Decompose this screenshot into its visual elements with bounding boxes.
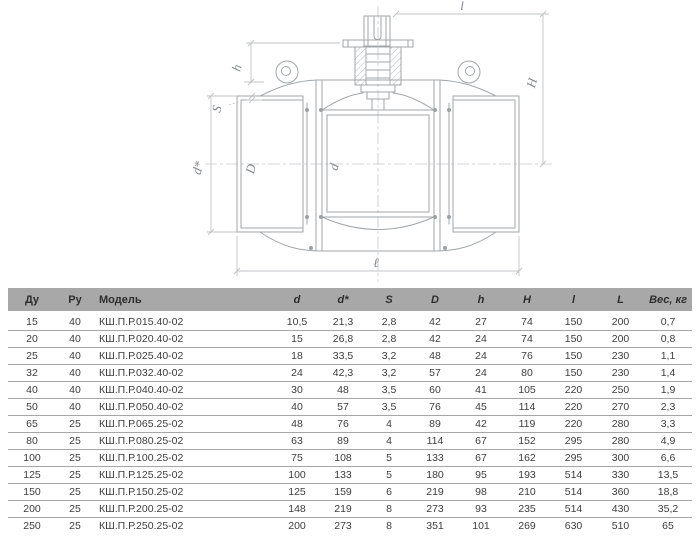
value-cell: 4,9	[644, 433, 692, 450]
model-cell: КШ.П.Р.250.25-02	[94, 518, 274, 535]
value-cell: 119	[504, 416, 550, 433]
value-cell: 148	[274, 501, 320, 518]
value-cell: 67	[458, 433, 504, 450]
value-cell: 3,5	[366, 382, 412, 399]
col-header-1: Ду	[8, 288, 56, 313]
model-cell: КШ.П.Р.150.25-02	[94, 484, 274, 501]
value-cell: 25	[56, 501, 94, 518]
value-cell: 48	[320, 382, 366, 399]
value-cell: 25	[8, 348, 56, 365]
table-row	[8, 484, 692, 501]
table-row	[8, 365, 692, 382]
table-row	[8, 348, 692, 365]
value-cell: 35,2	[644, 501, 692, 518]
value-cell: 159	[320, 484, 366, 501]
col-header-12: Вес, кг	[644, 288, 692, 313]
dim-label-H: H	[523, 76, 541, 90]
value-cell: 80	[504, 365, 550, 382]
value-cell: 74	[504, 331, 550, 348]
value-cell: 24	[458, 348, 504, 365]
value-cell: 200	[597, 313, 644, 331]
value-cell: 48	[274, 416, 320, 433]
value-cell: 295	[550, 450, 597, 467]
value-cell: 1,1	[644, 348, 692, 365]
model-cell: КШ.П.Р.032.40-02	[94, 365, 274, 382]
value-cell: 57	[320, 399, 366, 416]
value-cell: 273	[412, 501, 458, 518]
model-cell: КШ.П.Р.040.40-02	[94, 382, 274, 399]
value-cell: 220	[550, 416, 597, 433]
col-header-9: H	[504, 288, 550, 313]
value-cell: 76	[412, 399, 458, 416]
value-cell: 162	[504, 450, 550, 467]
value-cell: 150	[550, 331, 597, 348]
value-cell: 21,3	[320, 313, 366, 331]
value-cell: 1,4	[644, 365, 692, 382]
value-cell: 40	[56, 382, 94, 399]
value-cell: 0,7	[644, 313, 692, 331]
value-cell: 108	[320, 450, 366, 467]
value-cell: 24	[458, 331, 504, 348]
model-cell: КШ.П.Р.065.25-02	[94, 416, 274, 433]
value-cell: 15	[274, 331, 320, 348]
value-cell: 114	[412, 433, 458, 450]
header-row	[8, 288, 692, 313]
model-cell: КШ.П.Р.080.25-02	[94, 433, 274, 450]
value-cell: 330	[597, 467, 644, 484]
lifting-eye-right	[458, 61, 480, 83]
table-row	[8, 416, 692, 433]
value-cell: 100	[8, 450, 56, 467]
value-cell: 40	[56, 331, 94, 348]
value-cell: 295	[550, 433, 597, 450]
col-header-3: Модель	[94, 288, 274, 313]
value-cell: 80	[8, 433, 56, 450]
col-header-2: Ру	[56, 288, 94, 313]
value-cell: 193	[504, 467, 550, 484]
value-cell: 42	[412, 331, 458, 348]
lifting-eye-left	[276, 61, 298, 83]
value-cell: 25	[56, 484, 94, 501]
value-cell: 514	[550, 467, 597, 484]
table-body	[8, 313, 692, 535]
value-cell: 150	[550, 313, 597, 331]
value-cell: 24	[274, 365, 320, 382]
dimension-lines	[189, 0, 549, 276]
value-cell: 2,8	[366, 331, 412, 348]
value-cell: 114	[504, 399, 550, 416]
value-cell: 280	[597, 433, 644, 450]
value-cell: 219	[412, 484, 458, 501]
value-cell: 180	[412, 467, 458, 484]
value-cell: 25	[56, 518, 94, 535]
table-row	[8, 382, 692, 399]
col-header-8: h	[458, 288, 504, 313]
col-header-11: L	[597, 288, 644, 313]
model-cell: КШ.П.Р.100.25-02	[94, 450, 274, 467]
value-cell: 269	[504, 518, 550, 535]
value-cell: 74	[504, 313, 550, 331]
dim-label-l: l	[460, 0, 464, 13]
value-cell: 76	[320, 416, 366, 433]
dim-label-D: D	[242, 162, 260, 176]
value-cell: 13,5	[644, 467, 692, 484]
dim-label-d: d	[325, 161, 342, 172]
value-cell: 42,3	[320, 365, 366, 382]
value-cell: 15	[8, 313, 56, 331]
model-cell: КШ.П.Р.025.40-02	[94, 348, 274, 365]
model-cell: КШ.П.Р.050.40-02	[94, 399, 274, 416]
value-cell: 32	[8, 365, 56, 382]
col-header-10: l	[550, 288, 597, 313]
value-cell: 230	[597, 348, 644, 365]
value-cell: 6	[366, 484, 412, 501]
value-cell: 270	[597, 399, 644, 416]
value-cell: 220	[550, 382, 597, 399]
value-cell: 133	[412, 450, 458, 467]
value-cell: 24	[458, 365, 504, 382]
value-cell: 351	[412, 518, 458, 535]
value-cell: 63	[274, 433, 320, 450]
value-cell: 95	[458, 467, 504, 484]
value-cell: 10,5	[274, 313, 320, 331]
value-cell: 40	[56, 348, 94, 365]
value-cell: 2,3	[644, 399, 692, 416]
value-cell: 42	[458, 416, 504, 433]
value-cell: 125	[274, 484, 320, 501]
value-cell: 273	[320, 518, 366, 535]
value-cell: 41	[458, 382, 504, 399]
value-cell: 18	[274, 348, 320, 365]
value-cell: 40	[274, 399, 320, 416]
value-cell: 33,5	[320, 348, 366, 365]
value-cell: 1,9	[644, 382, 692, 399]
value-cell: 514	[550, 501, 597, 518]
value-cell: 4	[366, 416, 412, 433]
model-cell: КШ.П.Р.125.25-02	[94, 467, 274, 484]
value-cell: 8	[366, 518, 412, 535]
value-cell: 40	[8, 382, 56, 399]
value-cell: 65	[8, 416, 56, 433]
value-cell: 30	[274, 382, 320, 399]
value-cell: 2,8	[366, 313, 412, 331]
value-cell: 89	[412, 416, 458, 433]
value-cell: 630	[550, 518, 597, 535]
value-cell: 3,2	[366, 348, 412, 365]
value-cell: 3,3	[644, 416, 692, 433]
value-cell: 27	[458, 313, 504, 331]
dim-label-d-star: d*	[188, 159, 207, 177]
dim-label-S: S	[208, 103, 225, 114]
value-cell: 40	[56, 365, 94, 382]
value-cell: 200	[274, 518, 320, 535]
value-cell: 360	[597, 484, 644, 501]
col-header-4: d	[274, 288, 320, 313]
value-cell: 98	[458, 484, 504, 501]
value-cell: 75	[274, 450, 320, 467]
value-cell: 510	[597, 518, 644, 535]
table-row	[8, 313, 692, 331]
table-row	[8, 399, 692, 416]
value-cell: 125	[8, 467, 56, 484]
table-row	[8, 331, 692, 348]
value-cell: 48	[412, 348, 458, 365]
value-cell: 4	[366, 433, 412, 450]
value-cell: 40	[56, 313, 94, 331]
table-header	[8, 288, 692, 313]
value-cell: 101	[458, 518, 504, 535]
value-cell: 20	[8, 331, 56, 348]
value-cell: 25	[56, 416, 94, 433]
value-cell: 230	[597, 365, 644, 382]
table-row	[8, 518, 692, 535]
table-row	[8, 433, 692, 450]
value-cell: 18,8	[644, 484, 692, 501]
table-row	[8, 450, 692, 467]
col-header-6: S	[366, 288, 412, 313]
value-cell: 150	[550, 348, 597, 365]
col-header-5: d*	[320, 288, 366, 313]
value-cell: 3,5	[366, 399, 412, 416]
value-cell: 430	[597, 501, 644, 518]
value-cell: 25	[56, 467, 94, 484]
value-cell: 6,6	[644, 450, 692, 467]
value-cell: 5	[366, 450, 412, 467]
value-cell: 3,2	[366, 365, 412, 382]
value-cell: 150	[550, 365, 597, 382]
value-cell: 220	[550, 399, 597, 416]
model-cell: КШ.П.Р.020.40-02	[94, 331, 274, 348]
value-cell: 105	[504, 382, 550, 399]
table-row	[8, 467, 692, 484]
value-cell: 0,8	[644, 331, 692, 348]
value-cell: 200	[597, 331, 644, 348]
value-cell: 150	[8, 484, 56, 501]
value-cell: 300	[597, 450, 644, 467]
dimensions-table	[8, 288, 692, 534]
value-cell: 100	[274, 467, 320, 484]
value-cell: 67	[458, 450, 504, 467]
value-cell: 280	[597, 416, 644, 433]
value-cell: 93	[458, 501, 504, 518]
value-cell: 25	[56, 450, 94, 467]
value-cell: 250	[597, 382, 644, 399]
model-cell: КШ.П.Р.015.40-02	[94, 313, 274, 331]
table-row	[8, 501, 692, 518]
value-cell: 8	[366, 501, 412, 518]
value-cell: 250	[8, 518, 56, 535]
value-cell: 40	[56, 399, 94, 416]
value-cell: 514	[550, 484, 597, 501]
col-header-7: D	[412, 288, 458, 313]
value-cell: 210	[504, 484, 550, 501]
value-cell: 57	[412, 365, 458, 382]
value-cell: 65	[644, 518, 692, 535]
model-cell: КШ.П.Р.200.25-02	[94, 501, 274, 518]
value-cell: 50	[8, 399, 56, 416]
value-cell: 76	[504, 348, 550, 365]
dim-label-L: ℓ	[373, 255, 379, 270]
value-cell: 235	[504, 501, 550, 518]
value-cell: 42	[412, 313, 458, 331]
value-cell: 219	[320, 501, 366, 518]
value-cell: 89	[320, 433, 366, 450]
value-cell: 5	[366, 467, 412, 484]
value-cell: 133	[320, 467, 366, 484]
value-cell: 152	[504, 433, 550, 450]
value-cell: 60	[412, 382, 458, 399]
value-cell: 25	[56, 433, 94, 450]
dim-label-h: h	[228, 62, 245, 73]
value-cell: 45	[458, 399, 504, 416]
value-cell: 26,8	[320, 331, 366, 348]
value-cell: 200	[8, 501, 56, 518]
